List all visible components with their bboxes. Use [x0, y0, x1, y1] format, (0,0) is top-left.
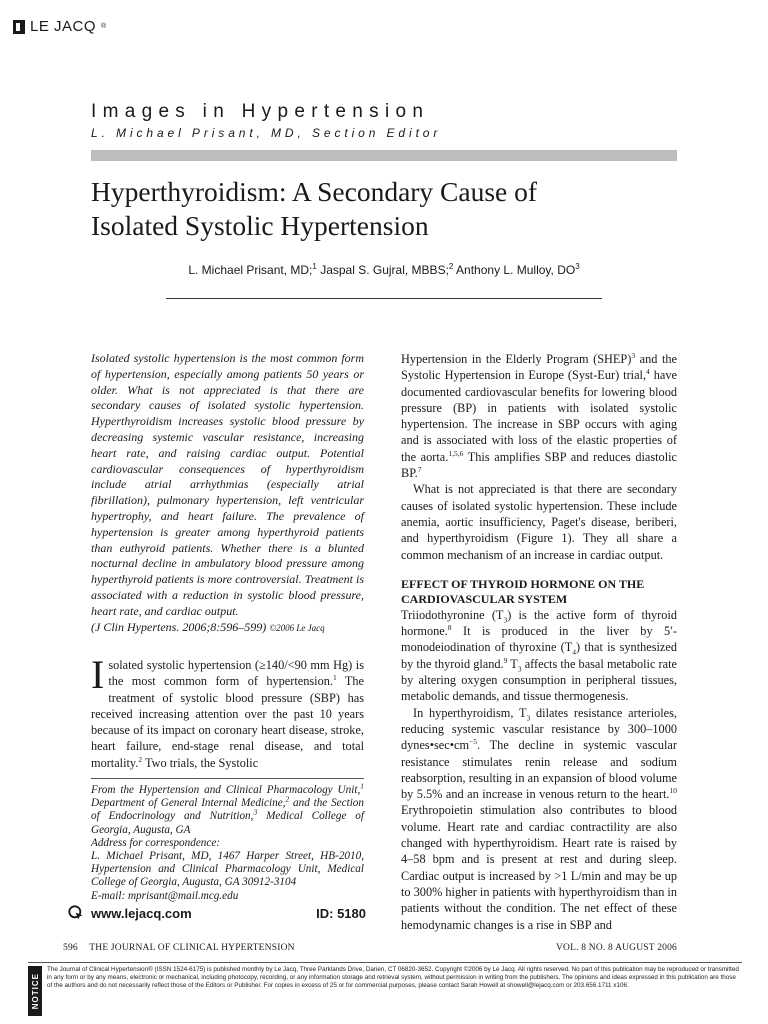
section-editor: L. Michael Prisant, MD, Section Editor [91, 126, 442, 140]
abstract [91, 351, 364, 636]
p3-sub-b: 4 [572, 647, 577, 657]
p3-ref-b: 9 [503, 655, 508, 665]
affil-sup-3: 3 [253, 807, 258, 817]
p4-sub-a: 3 [526, 713, 531, 723]
website-link[interactable]: www.lejacq.com [91, 906, 192, 921]
affil-text-c: and the Section of Endocrinology and Nutrition, [91, 797, 364, 823]
section-divider-bar [91, 150, 677, 161]
author-3-affil: 3 [575, 262, 580, 271]
body-paragraph-1 [401, 351, 677, 481]
article-title-line-1: Hyperthyroidism: A Secondary Cause of [91, 176, 538, 207]
author-2-affil: 2 [448, 262, 454, 271]
p1-text-a: Hypertension in the Elderly Program (SHEP) [401, 352, 632, 366]
article-id: ID: 5180 [316, 906, 366, 921]
p1-ref-d: 7 [417, 464, 422, 474]
issue-date: AUGUST 2006 [615, 943, 677, 953]
notice-divider [28, 962, 742, 963]
affiliation-institution [91, 781, 364, 837]
article-title-line-2: Isolated Systolic Hypertension [91, 210, 429, 241]
p1-ref-a: 3 [631, 350, 636, 360]
publisher-name: LE JACQ [30, 18, 97, 35]
page-number: 596 [63, 943, 78, 953]
affiliation-box [91, 778, 364, 903]
p3-sub-c: 3 [517, 664, 522, 674]
abstract-citation: (J Clin Hypertens. 2006;8:596–599) [91, 619, 267, 634]
p1-text-b: and the Systolic Hypertension in Europe (Syst-Eur) trial, [401, 352, 677, 383]
title-rule [166, 298, 602, 299]
notice-label: NOTICE [30, 972, 40, 1010]
intro-text-c: Two trials, the Systolic [142, 755, 259, 770]
correspondence-email: E-mail: mprisant@mail.mcg.edu [91, 889, 239, 902]
body-paragraph-2: What is not appreciated is that there are secondary causes of isolated systolic hypertension. These include anemia, aortic insufficiency, Paget's disease, beriberi, and hyperthyroidism (Figure 1). They all share a common mechanism of an increase in cardiac output. [401, 482, 677, 562]
p3-ref-a: 8 [447, 623, 452, 633]
body-right-column [401, 351, 677, 933]
intro-text-a: solated systolic hypertension (≥140/<90 mm Hg) is the most common form of hypertension. [108, 658, 364, 689]
p1-ref-b: 4 [646, 367, 650, 377]
intro-text-b: The treatment of systolic blood pressure (SBP) has received increasing attention over the past 10 years because of its impact on coronary heart disease, stroke, heart failure, end-stage renal disease, and total mortality. [91, 674, 364, 770]
copyright-notice: The Journal of Clinical Hypertension® (ISSN 1524-6175) is published monthly by Le Jacq, Three Parklands Drive, Darien, CT 06820-3652. Copyright ©2006 by Le Jacq. All rights reserved. No part of this publication may be reproduced or transmitted in any form or by any means, electronic or mechanical, including photocopy, recording, or any information storage and retrieval system, without permission in writing from the publishers. The opinions and ideas expressed in this publication are those of the authors and do not necessarily reflect those of the Editors or Publisher. For copies in excess of 25 or for commercial purposes, please contact Sarah Howell at showell@lejacq.com or 203.656.1711 x106. [47, 966, 739, 989]
body-paragraph-3 [401, 607, 677, 705]
correspondence-address: L. Michael Prisant, MD, 1467 Harper Street, HB-2010, Hypertension and Clinical Pharmacology Unit, Medical College of Georgia, Augusta, GA 30912-3104 [91, 850, 364, 889]
p3-text-f: affects the basal metabolic rate by altering oxygen consumption in peripheral tissues, metabolic demands, and tissue thermogenesis. [401, 656, 677, 704]
author-1: L. Michael Prisant, MD; [188, 263, 313, 277]
page-footer [63, 943, 677, 953]
abstract-text: Isolated systolic hypertension is the most common form of hypertension, especially among patients 50 years or older. What is not appreciated is that there are secondary causes of isolated systolic hypertension. Hyperthyroidism increases systolic blood pressure by decreasing systemic vascular resistance, increasing heart rate, and raising cardiac output. Potential cardiovascular consequences of hyperthyroidism include atrial arrhythmias (especially atrial fibrillation), pulmonary hypertension, left ventricular hypertrophy, and heart failure. The prevalence of hypertension is greater among hyperthyroid patients than euthyroid patients. Whether there is a blunted nocturnal decline in ambulatory blood pressure among hyperthyroid patients is more controversial. Treatment is associated with a reduction in systolic blood pressure, heart rate, and cardiac output. [91, 351, 364, 618]
p4-text-d: Erythropoietin stimulation also contributes to blood volume. Heart rate and cardiac contractility are also changed with hyperthyroidism. Heart rate is raised by 4–58 bpm and is present at rest and during sleep. Cardiac output is increased by >1 L/min and may be up to 300% higher in patients with hyperthyroidism than in patients without the condition. The net effect of these hemodynamic changes is a rise in SBP and [401, 803, 677, 932]
body-paragraph-4 [401, 705, 677, 933]
p4-text-a: In hyperthyroidism, T [413, 705, 527, 720]
ref-2: 2 [138, 754, 143, 764]
p4-text-c: . The decline in systemic vascular resistance stimulates renin release and sodium reabsorption, resulting in an expansion of blood volume by 5.5% and an increase in venous return to the heart. [401, 738, 677, 802]
author-2: Jaspal S. Gujral, MBBS; [320, 263, 449, 277]
affil-text-b: Department of General Internal Medicine, [91, 797, 286, 810]
intro-paragraph [91, 652, 364, 771]
p1-ref-c: 1,5,6 [448, 448, 464, 458]
notice-tab [28, 966, 42, 1016]
journal-name: THE JOURNAL OF CLINICAL HYPERTENSION [89, 943, 295, 953]
p4-sup-a: −5 [469, 737, 478, 747]
abstract-copyright: ©2006 Le Jacq [269, 622, 325, 633]
author-1-affil: 1 [312, 262, 317, 271]
p3-sub-a: 3 [503, 615, 508, 625]
p3-text-b: ) is the active form of thyroid hormone. [401, 607, 677, 639]
p4-ref-a: 10 [669, 786, 677, 796]
correspondence-label: Address for correspondence: [91, 836, 221, 849]
affil-text-d: Medical College of Georgia, Augusta, GA [91, 810, 364, 836]
web-link-bar [68, 905, 366, 922]
section-title: Images in Hypertension [91, 101, 430, 122]
author-3: Anthony L. Mulloy, DO [456, 263, 576, 277]
affil-sup-1: 1 [360, 781, 364, 791]
ref-1: 1 [332, 673, 337, 683]
affil-sup-2: 2 [285, 794, 290, 804]
author-list [0, 263, 768, 277]
volume: VOL. 8 [555, 943, 587, 953]
mouse-cursor-icon [68, 905, 85, 922]
section-heading: EFFECT OF THYROID HORMONE ON THE CARDIOVASCULAR SYSTEM [401, 576, 645, 606]
article-title [91, 175, 691, 243]
issue-number: NO. 8 [588, 943, 613, 953]
p3-text-e: T [507, 656, 518, 671]
p3-text-d: ) that is synthesized by the thyroid gland. [401, 640, 677, 671]
publisher-logo-icon [13, 20, 25, 34]
p3-text-c: It is produced in the liver by 5′-monodeiodination of thyroxine (T [401, 624, 677, 655]
drop-cap: I [91, 652, 105, 697]
p4-text-b: dilates resistance arterioles, reducing systemic vascular resistance by 300–1000 dynes•sec•cm [401, 705, 678, 753]
p3-text-a: Triiodothyronine (T [401, 607, 504, 622]
p1-text-d: This amplifies SBP and reduces diastolic BP. [401, 449, 677, 481]
affil-text-a: From the Hypertension and Clinical Pharmacology Unit, [91, 784, 361, 796]
publisher-logo: LE JACQ ® [13, 18, 107, 35]
p1-text-c: have documented cardiovascular benefits for lowering blood pressure (BP) in patients with isolated systolic hypertension. The increase in SBP occurs with aging and is associated with loss of the elastic properties of the aorta. [401, 368, 677, 464]
